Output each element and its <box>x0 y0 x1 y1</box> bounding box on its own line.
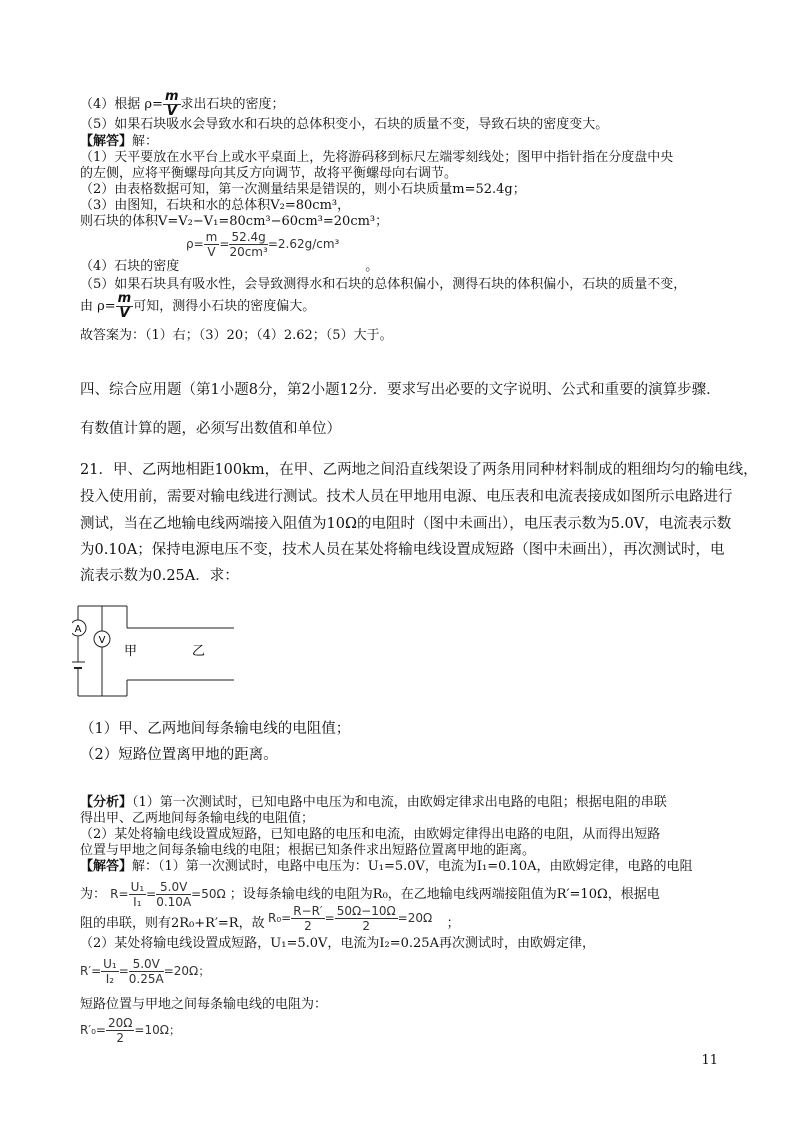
line-1 <box>80 90 285 119</box>
label-fenxi: 【分析】 <box>80 795 133 810</box>
analysis-line-1: 【分析】（1）第一次测试时，已知电路中电压为和电流，由欧姆定律求出电路的电阻；根据电阻的串联 <box>80 795 667 810</box>
analysis-line-3: （2）某处将输电线设置成短路，已知电路的电压和电流，由欧姆定律得出电路的电阻，从而得出短路 <box>80 827 661 842</box>
sub-question-1: （1）甲、乙两地间每条输电线的电阻值； <box>80 721 351 737</box>
question-line-1: 21．甲、乙两地相距100km，在甲、乙两地之间沿直线架设了两条用同种材料制成的粗细均匀的输电线， <box>80 462 758 478</box>
text: 求出石块的密度； <box>180 97 285 112</box>
fraction: $\frac{m}{V}$ <box>164 89 179 119</box>
density-equation: ρ= $\frac{m}{V}$ = $\frac{52.4g}{\text{20cm³}}$ =2.62g/cm³ <box>186 230 340 259</box>
solution-line-3: 阻的串联，则有2R₀+R′=R，故 ； <box>80 916 460 931</box>
label-yi: 乙 <box>192 644 206 659</box>
r0-equation: R₀= $\frac{R-R'}{2}$ = $\frac{50\Omega-10\Omega}{2}$ =20Ω <box>268 904 433 933</box>
resistance-equation: R= $\frac{\text{U₁}}{\text{I₁}}$ = $\frac{5.0V}{0.10A}$ =50Ω <box>110 880 226 909</box>
solution-line-2: 为： R= $\frac{\text{U₁}}{\text{I₁}}$ = $\frac{5.0V}{0.10A}$ =50Ω ；设每条输电线的电阻为R₀，在乙地输电线两端接阻值为R′=10Ω，根据电 <box>80 880 660 909</box>
solution-line-4: （2）某处将输电线设置成短路，U₁=5.0V，电流为I₂=0.25A再次测试时，由欧姆定律， <box>80 936 595 951</box>
line-6: （2）由表格数据可知，第一次测量结果是错误的，则小石块质量m=52.4g； <box>80 182 526 197</box>
line-12: 故答案为：（1）右；（3）20；（4）2.62；（5）大于。 <box>80 328 393 343</box>
line-5: 的左侧，应将平衡螺母向其反方向调节，故将平衡螺母向右调节。 <box>80 166 458 181</box>
line-2: （5）如果石块吸水会导致水和石块的总体积变小，石块的质量不变，导致石块的密度变大。 <box>80 117 609 132</box>
ammeter-label: A <box>74 624 82 635</box>
line-7: （3）由图知，石块和水的总体积V₂=80cm³， <box>80 198 351 213</box>
question-line-3: 测试，当在乙地输电线两端接入阻值为10Ω的电阻时（图中未画出），电压表示数为5.0V，电流表示数 <box>80 516 732 532</box>
text: （4）根据 ρ= <box>80 97 163 112</box>
section-heading-2: 有数值计算的题，必须写出数值和单位） <box>80 421 341 437</box>
circuit-diagram <box>72 602 252 702</box>
line-4: （1）天平要放在水平台上或水平桌面上，先将游码移到标尺左端零刻线处；图甲中指针指在分度盘中央 <box>80 150 674 165</box>
voltmeter-label: V <box>98 635 106 646</box>
solution-line-1: 【解答】解：（1）第一次测试时，电路中电压为：U₁=5.0V，电流为I₁=0.10A，由欧姆定律，电路的电阻 <box>80 859 693 874</box>
sub-question-2: （2）短路位置离甲地的距离。 <box>80 747 278 763</box>
line-10: （5）如果石块具有吸水性，会导致测得水和石块的总体积偏小，测得石块的体积偏小，石块的质量不变， <box>80 277 687 292</box>
question-line-5: 流表示数为0.25A．求： <box>80 568 239 584</box>
label-jia: 甲 <box>124 644 138 659</box>
section-heading-1: 四、综合应用题（第1小题8分，第2小题12分．要求写出必要的文字说明、公式和重要的演算步骤． <box>80 382 721 398</box>
r-prime-zero-equation: R′₀= $\frac{20\Omega}{2}$ =10Ω； <box>80 1016 181 1045</box>
question-line-2: 投入使用前，需要对输电线进行测试。技术人员在甲地用电源、电压表和电流表接成如图所示电路进行 <box>80 489 733 505</box>
r-prime-equation: R′= $\frac{\text{U₁}}{\text{I₂}}$ = $\frac{5.0V}{0.25A}$ =20Ω； <box>80 957 211 986</box>
label-jieda-2: 【解答】 <box>80 859 133 874</box>
question-line-4: 为0.10A；保持电源电压不变，技术人员在某处将输电线设置成短路（图中未画出），再次测试时，电 <box>80 542 725 558</box>
line-11: 由 ρ= $\frac{m}{V}$ 可知，测得小石块的密度偏大。 <box>80 291 316 321</box>
page-number: 11 <box>701 1053 718 1068</box>
line-8: 则石块的体积V=V₂−V₁=80cm³−60cm³=20cm³； <box>80 214 389 229</box>
label-jieda: 【解答】 <box>80 134 133 149</box>
line-9: （4）石块的密度 。 <box>80 259 379 274</box>
line-3: 【解答】解： <box>80 134 159 149</box>
solution-line-5: 短路位置与甲地之间每条输电线的电阻为： <box>80 997 328 1012</box>
analysis-line-2: 得出甲、乙两地间每条输电线的电阻值； <box>80 811 315 826</box>
analysis-line-4: 位置与甲地之间每条输电线的电阻；根据已知条件求出短路位置离甲地的距离。 <box>80 843 536 858</box>
